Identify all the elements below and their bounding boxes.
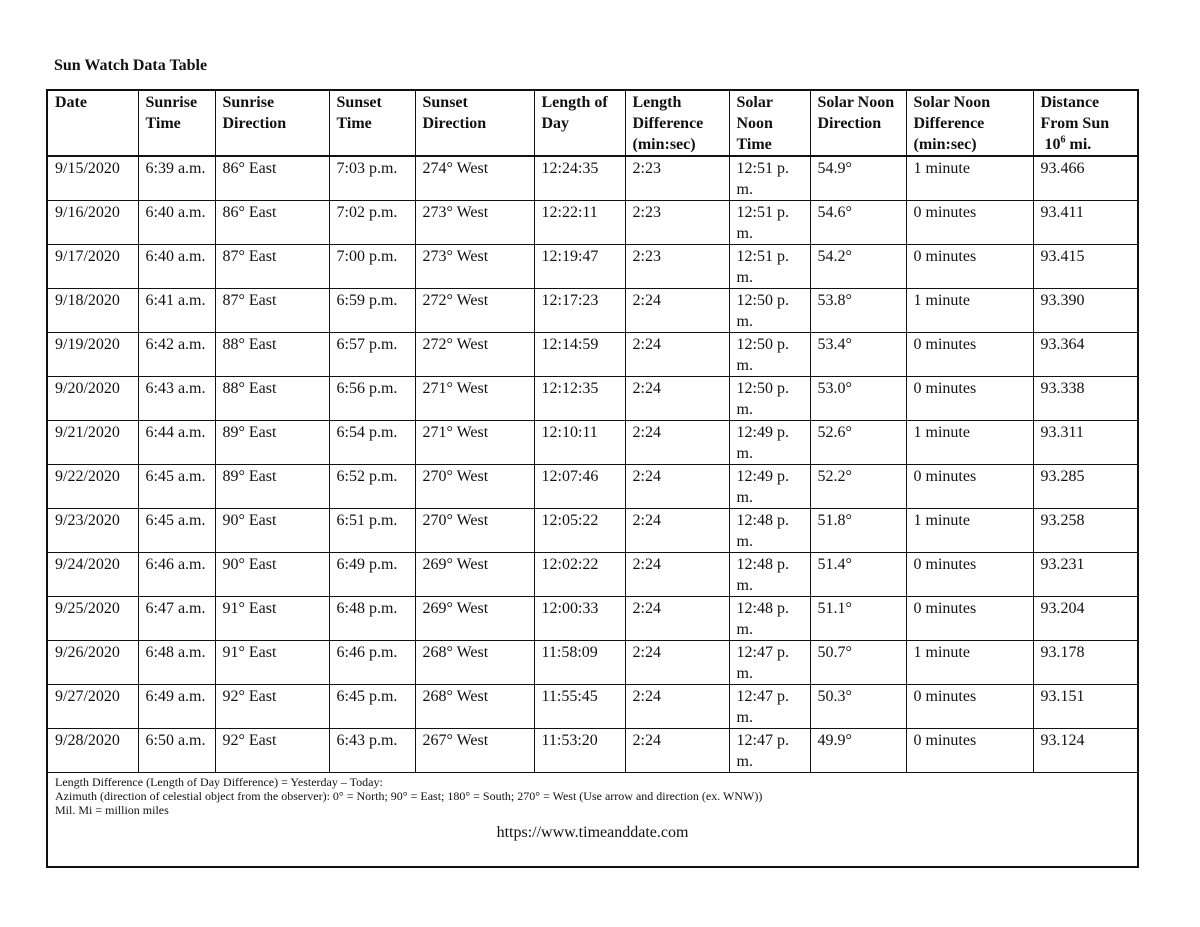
cell-sunset-time: 6:49 p.m. (329, 553, 415, 597)
cell-length-of-day: 11:55:45 (534, 685, 625, 729)
cell-sunset-direction: 270° West (415, 465, 534, 509)
cell-sunset-time: 6:57 p.m. (329, 333, 415, 377)
cell-solar-noon-direction: 52.6° (810, 421, 906, 465)
cell-date: 9/16/2020 (47, 201, 138, 245)
column-header-sunrise-time: Sunrise Time (138, 90, 215, 156)
cell-solar-noon-direction: 50.3° (810, 685, 906, 729)
cell-solar-noon-time: 12:48 p.m. (729, 597, 810, 641)
cell-solar-noon-time: 12:50 p.m. (729, 377, 810, 421)
page-title: Sun Watch Data Table (54, 57, 208, 74)
cell-length-difference: 2:24 (625, 729, 729, 773)
cell-distance-from-sun: 93.415 (1033, 245, 1138, 289)
cell-sunset-time: 6:56 p.m. (329, 377, 415, 421)
column-header-solar-noon-direction: Solar Noon Direction (810, 90, 906, 156)
cell-length-difference: 2:24 (625, 465, 729, 509)
cell-sunrise-direction: 86° East (215, 156, 329, 201)
cell-length-difference: 2:24 (625, 597, 729, 641)
cell-sunset-time: 6:59 p.m. (329, 289, 415, 333)
cell-solar-noon-direction: 51.4° (810, 553, 906, 597)
cell-solar-noon-difference: 0 minutes (906, 597, 1033, 641)
cell-sunset-direction: 269° West (415, 553, 534, 597)
cell-sunset-direction: 271° West (415, 421, 534, 465)
cell-solar-noon-direction: 54.9° (810, 156, 906, 201)
cell-sunset-time: 6:43 p.m. (329, 729, 415, 773)
sun-watch-data-table (46, 89, 1139, 868)
column-header-sunset-time: Sunset Time (329, 90, 415, 156)
column-header-length-of-day: Length of Day (534, 90, 625, 156)
table-row (47, 641, 1138, 685)
cell-sunset-direction: 274° West (415, 156, 534, 201)
cell-solar-noon-direction: 49.9° (810, 729, 906, 773)
cell-distance-from-sun: 93.338 (1033, 377, 1138, 421)
cell-solar-noon-direction: 50.7° (810, 641, 906, 685)
table-row (47, 685, 1138, 729)
cell-solar-noon-time: 12:47 p.m. (729, 729, 810, 773)
cell-length-difference: 2:24 (625, 553, 729, 597)
table-footer-row (47, 773, 1138, 868)
distance-header-label: Distance From Sun (1040, 94, 1110, 132)
cell-sunset-direction: 273° West (415, 201, 534, 245)
table-row (47, 597, 1138, 641)
cell-sunrise-direction: 92° East (215, 729, 329, 773)
cell-solar-noon-direction: 53.0° (810, 377, 906, 421)
cell-length-difference: 2:24 (625, 377, 729, 421)
table-row (47, 553, 1138, 597)
cell-sunrise-time: 6:44 a.m. (138, 421, 215, 465)
table-row (47, 289, 1138, 333)
cell-sunrise-time: 6:45 a.m. (138, 465, 215, 509)
distance-header-unit-exponent: 6 (1060, 134, 1066, 146)
cell-sunrise-time: 6:46 a.m. (138, 553, 215, 597)
cell-solar-noon-difference: 0 minutes (906, 201, 1033, 245)
cell-length-of-day: 12:24:35 (534, 156, 625, 201)
column-header-solar-noon-difference: Solar Noon Difference (min:sec) (906, 90, 1033, 156)
cell-date: 9/23/2020 (47, 509, 138, 553)
cell-solar-noon-difference: 0 minutes (906, 729, 1033, 773)
cell-sunrise-direction: 89° East (215, 421, 329, 465)
cell-date: 9/21/2020 (47, 421, 138, 465)
cell-sunrise-time: 6:40 a.m. (138, 201, 215, 245)
cell-sunrise-time: 6:50 a.m. (138, 729, 215, 773)
cell-solar-noon-time: 12:51 p.m. (729, 245, 810, 289)
cell-length-difference: 2:24 (625, 641, 729, 685)
cell-length-difference: 2:24 (625, 509, 729, 553)
cell-date: 9/17/2020 (47, 245, 138, 289)
cell-length-of-day: 11:58:09 (534, 641, 625, 685)
cell-distance-from-sun: 93.411 (1033, 201, 1138, 245)
cell-sunset-time: 6:46 p.m. (329, 641, 415, 685)
cell-sunrise-time: 6:42 a.m. (138, 333, 215, 377)
cell-length-of-day: 12:19:47 (534, 245, 625, 289)
cell-solar-noon-direction: 54.6° (810, 201, 906, 245)
cell-solar-noon-time: 12:47 p.m. (729, 641, 810, 685)
cell-distance-from-sun: 93.151 (1033, 685, 1138, 729)
cell-solar-noon-difference: 1 minute (906, 509, 1033, 553)
cell-length-difference: 2:24 (625, 289, 729, 333)
cell-sunrise-direction: 87° East (215, 289, 329, 333)
cell-date: 9/24/2020 (47, 553, 138, 597)
cell-solar-noon-time: 12:49 p.m. (729, 465, 810, 509)
cell-sunrise-time: 6:47 a.m. (138, 597, 215, 641)
cell-solar-noon-direction: 54.2° (810, 245, 906, 289)
cell-sunset-direction: 273° West (415, 245, 534, 289)
cell-solar-noon-difference: 0 minutes (906, 685, 1033, 729)
cell-distance-from-sun: 93.466 (1033, 156, 1138, 201)
cell-sunset-time: 6:52 p.m. (329, 465, 415, 509)
cell-sunrise-time: 6:48 a.m. (138, 641, 215, 685)
cell-sunset-direction: 268° West (415, 685, 534, 729)
table-footnotes (47, 773, 1138, 868)
cell-solar-noon-difference: 1 minute (906, 641, 1033, 685)
table-row (47, 465, 1138, 509)
cell-sunset-direction: 271° West (415, 377, 534, 421)
cell-solar-noon-difference: 0 minutes (906, 245, 1033, 289)
cell-solar-noon-difference: 0 minutes (906, 377, 1033, 421)
cell-solar-noon-time: 12:51 p.m. (729, 156, 810, 201)
cell-sunset-time: 6:48 p.m. (329, 597, 415, 641)
cell-sunset-direction: 270° West (415, 509, 534, 553)
cell-solar-noon-difference: 0 minutes (906, 465, 1033, 509)
table-row (47, 377, 1138, 421)
cell-length-of-day: 12:17:23 (534, 289, 625, 333)
table-row (47, 509, 1138, 553)
cell-length-of-day: 12:12:35 (534, 377, 625, 421)
cell-sunrise-direction: 90° East (215, 553, 329, 597)
cell-solar-noon-time: 12:50 p.m. (729, 289, 810, 333)
cell-length-difference: 2:23 (625, 245, 729, 289)
cell-solar-noon-time: 12:50 p.m. (729, 333, 810, 377)
column-header-length-difference: Length Difference (min:sec) (625, 90, 729, 156)
cell-sunrise-direction: 87° East (215, 245, 329, 289)
cell-sunrise-time: 6:40 a.m. (138, 245, 215, 289)
source-url: https://www.timeanddate.com (496, 824, 689, 841)
cell-distance-from-sun: 93.204 (1033, 597, 1138, 641)
cell-sunrise-direction: 91° East (215, 641, 329, 685)
cell-sunset-direction: 272° West (415, 333, 534, 377)
cell-length-of-day: 12:10:11 (534, 421, 625, 465)
cell-sunset-time: 6:54 p.m. (329, 421, 415, 465)
cell-sunrise-time: 6:39 a.m. (138, 156, 215, 201)
footnote-million-miles: Mil. Mi = million miles (55, 803, 169, 817)
cell-solar-noon-time: 12:49 p.m. (729, 421, 810, 465)
cell-solar-noon-direction: 51.1° (810, 597, 906, 641)
cell-solar-noon-difference: 1 minute (906, 156, 1033, 201)
cell-solar-noon-time: 12:48 p.m. (729, 553, 810, 597)
cell-length-of-day: 12:02:22 (534, 553, 625, 597)
cell-solar-noon-direction: 53.8° (810, 289, 906, 333)
cell-sunrise-direction: 92° East (215, 685, 329, 729)
distance-header-unit: mi. (1069, 136, 1092, 153)
cell-solar-noon-difference: 0 minutes (906, 333, 1033, 377)
cell-solar-noon-time: 12:48 p.m. (729, 509, 810, 553)
cell-solar-noon-direction: 53.4° (810, 333, 906, 377)
cell-sunrise-direction: 91° East (215, 597, 329, 641)
cell-solar-noon-time: 12:47 p.m. (729, 685, 810, 729)
cell-date: 9/15/2020 (47, 156, 138, 201)
cell-sunrise-direction: 89° East (215, 465, 329, 509)
footnote-length-difference: Length Difference (Length of Day Difference) = Yesterday – Today: (55, 775, 383, 789)
cell-distance-from-sun: 93.311 (1033, 421, 1138, 465)
cell-date: 9/28/2020 (47, 729, 138, 773)
table-row (47, 245, 1138, 289)
cell-solar-noon-difference: 1 minute (906, 289, 1033, 333)
cell-sunset-time: 7:00 p.m. (329, 245, 415, 289)
cell-date: 9/22/2020 (47, 465, 138, 509)
cell-solar-noon-time: 12:51 p.m. (729, 201, 810, 245)
table-row (47, 201, 1138, 245)
cell-distance-from-sun: 93.231 (1033, 553, 1138, 597)
cell-sunset-direction: 269° West (415, 597, 534, 641)
distance-header-unit-base: 10 (1044, 136, 1061, 153)
cell-distance-from-sun: 93.178 (1033, 641, 1138, 685)
cell-length-of-day: 12:22:11 (534, 201, 625, 245)
column-header-solar-noon-time: Solar Noon Time (729, 90, 810, 156)
cell-sunset-direction: 267° West (415, 729, 534, 773)
cell-length-of-day: 12:00:33 (534, 597, 625, 641)
cell-solar-noon-direction: 51.8° (810, 509, 906, 553)
table-row (47, 156, 1138, 201)
cell-length-of-day: 12:14:59 (534, 333, 625, 377)
cell-sunset-direction: 268° West (415, 641, 534, 685)
cell-sunrise-direction: 88° East (215, 333, 329, 377)
cell-distance-from-sun: 93.390 (1033, 289, 1138, 333)
cell-date: 9/19/2020 (47, 333, 138, 377)
cell-sunrise-time: 6:41 a.m. (138, 289, 215, 333)
cell-length-of-day: 12:05:22 (534, 509, 625, 553)
cell-date: 9/20/2020 (47, 377, 138, 421)
cell-date: 9/25/2020 (47, 597, 138, 641)
table-header-row (47, 90, 1138, 156)
cell-length-difference: 2:24 (625, 685, 729, 729)
cell-length-of-day: 12:07:46 (534, 465, 625, 509)
cell-sunset-time: 6:51 p.m. (329, 509, 415, 553)
cell-date: 9/27/2020 (47, 685, 138, 729)
cell-date: 9/18/2020 (47, 289, 138, 333)
cell-sunrise-time: 6:49 a.m. (138, 685, 215, 729)
cell-solar-noon-difference: 1 minute (906, 421, 1033, 465)
cell-sunrise-time: 6:45 a.m. (138, 509, 215, 553)
cell-sunset-time: 7:02 p.m. (329, 201, 415, 245)
column-header-date: Date (47, 90, 138, 156)
cell-length-difference: 2:24 (625, 421, 729, 465)
cell-sunrise-direction: 88° East (215, 377, 329, 421)
cell-sunset-direction: 272° West (415, 289, 534, 333)
cell-solar-noon-direction: 52.2° (810, 465, 906, 509)
cell-sunrise-direction: 90° East (215, 509, 329, 553)
table-body (47, 156, 1138, 773)
column-header-distance-from-sun (1033, 90, 1138, 156)
table-row (47, 729, 1138, 773)
cell-solar-noon-difference: 0 minutes (906, 553, 1033, 597)
cell-length-difference: 2:23 (625, 156, 729, 201)
cell-distance-from-sun: 93.285 (1033, 465, 1138, 509)
cell-sunset-time: 6:45 p.m. (329, 685, 415, 729)
cell-distance-from-sun: 93.124 (1033, 729, 1138, 773)
column-header-sunrise-direction: Sunrise Direction (215, 90, 329, 156)
column-header-sunset-direction: Sunset Direction (415, 90, 534, 156)
table-row (47, 333, 1138, 377)
cell-sunrise-time: 6:43 a.m. (138, 377, 215, 421)
cell-distance-from-sun: 93.364 (1033, 333, 1138, 377)
cell-sunrise-direction: 86° East (215, 201, 329, 245)
cell-length-difference: 2:24 (625, 333, 729, 377)
table-row (47, 421, 1138, 465)
cell-date: 9/26/2020 (47, 641, 138, 685)
cell-sunset-time: 7:03 p.m. (329, 156, 415, 201)
cell-length-difference: 2:23 (625, 201, 729, 245)
cell-distance-from-sun: 93.258 (1033, 509, 1138, 553)
cell-length-of-day: 11:53:20 (534, 729, 625, 773)
footnote-azimuth: Azimuth (direction of celestial object from the observer): 0° = North; 90° = East; 180° = South; 270° = West (Use arrow and direction (ex. WNW)) (55, 789, 763, 803)
